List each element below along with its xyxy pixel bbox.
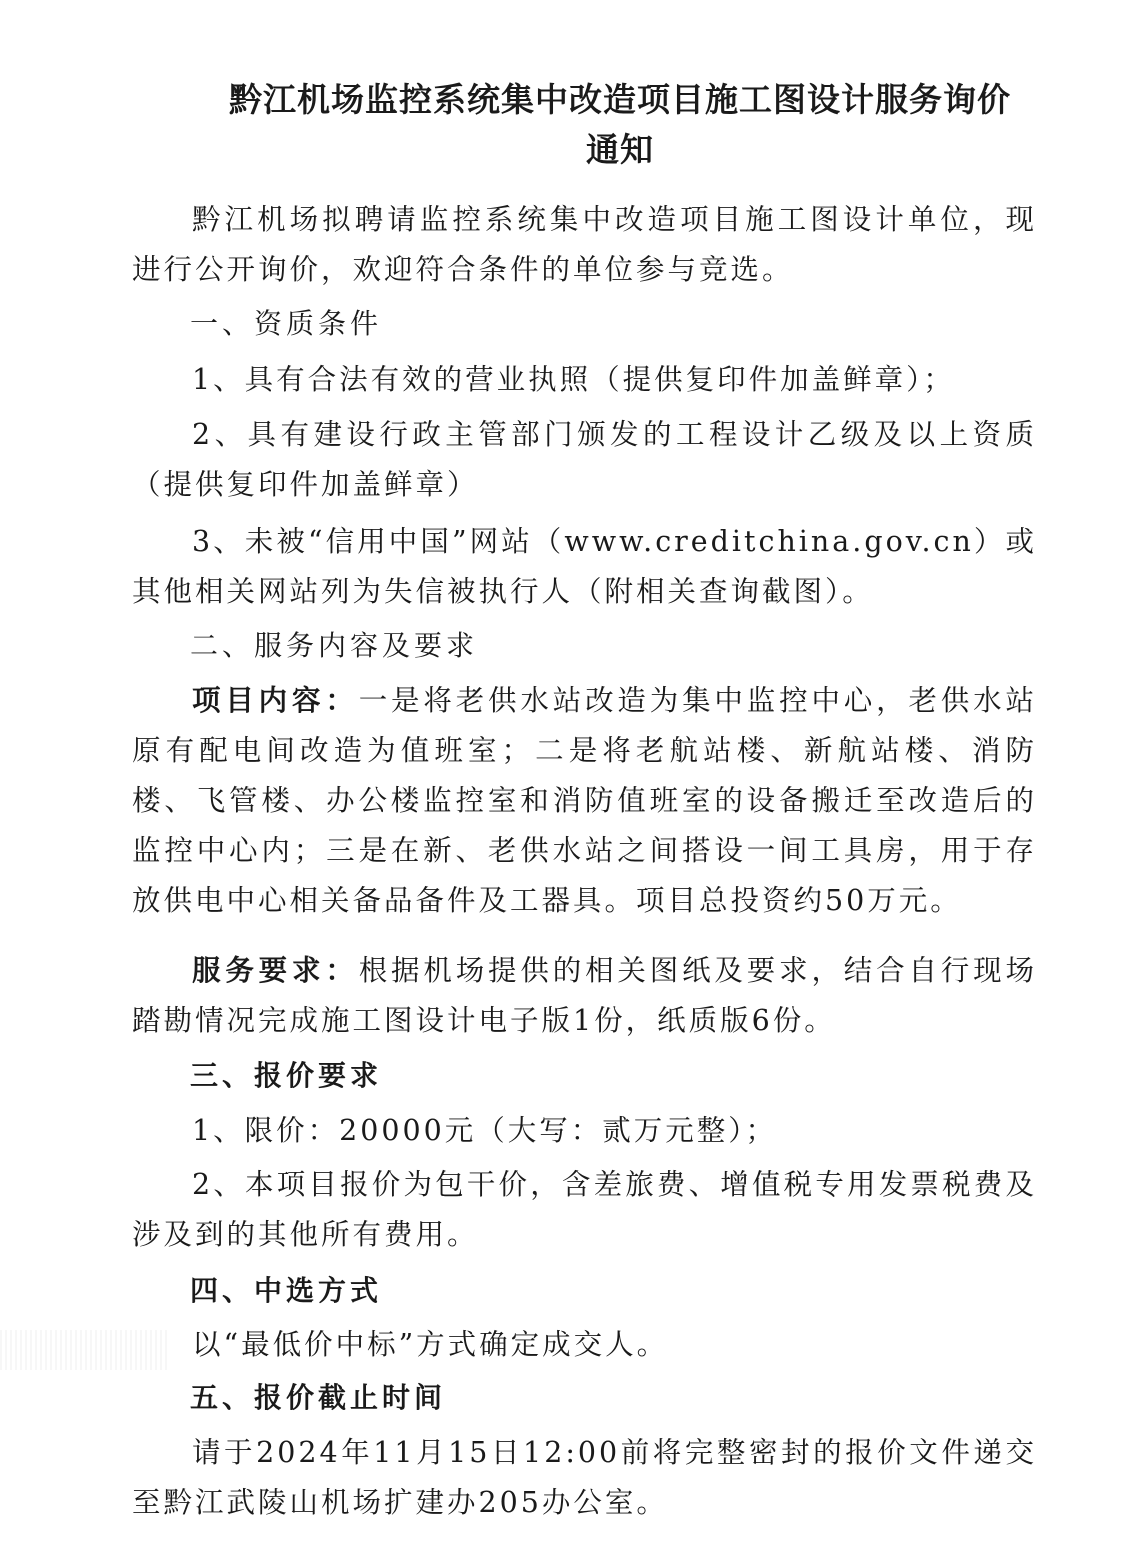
project-content-label: 项目内容： bbox=[192, 684, 359, 717]
document-title-continued: 通知 bbox=[586, 130, 654, 169]
qualification-item-3: 3、未被“信用中国”网站（www.creditchina.gov.cn）或其他相关网站列为失信被执行人（附相关查询截图）。 bbox=[132, 525, 1037, 608]
project-content-paragraph bbox=[132, 676, 1037, 926]
intro-paragraph: 黔江机场拟聘请监控系统集中改造项目施工图设计单位，现进行公开询价，欢迎符合条件的单位参与竞选。 bbox=[132, 203, 1037, 286]
service-requirement-text: 根据机场提供的相关图纸及要求，结合自行现场踏勘情况完成施工图设计电子版1份，纸质版6份。 bbox=[132, 954, 1037, 1037]
deadline-text: 请于2024年11月15日12:00前将完整密封的报价文件递交至黔江武陵山机场扩建办205办公室。 bbox=[132, 1436, 1037, 1519]
service-requirement-paragraph bbox=[132, 946, 1037, 1046]
section-heading-selection: 四、中选方式 bbox=[190, 1274, 383, 1307]
quotation-item-1: 1、限价：20000元（大写：贰万元整）； bbox=[192, 1114, 778, 1147]
section-heading-service: 二、服务内容及要求 bbox=[190, 629, 479, 662]
selection-method-text: 以“最低价中标”方式确定成交人。 bbox=[192, 1328, 669, 1361]
qualification-item-1: 1、具有合法有效的营业执照（提供复印件加盖鲜章）； bbox=[192, 363, 955, 396]
section-heading-quotation: 三、报价要求 bbox=[190, 1059, 383, 1092]
qualification-item-2: 2、具有建设行政主管部门颁发的工程设计乙级及以上资质（提供复印件加盖鲜章） bbox=[132, 418, 1037, 501]
section-heading-qualifications: 一、资质条件 bbox=[190, 307, 383, 340]
quotation-item-2: 2、本项目报价为包干价，含差旅费、增值税专用发票税费及涉及到的其他所有费用。 bbox=[132, 1168, 1037, 1251]
scan-artifact bbox=[0, 1330, 170, 1370]
service-requirement-label: 服务要求： bbox=[192, 954, 359, 987]
section-heading-deadline: 五、报价截止时间 bbox=[190, 1381, 447, 1414]
project-content-text: 一是将老供水站改造为集中监控中心，老供水站原有配电间改造为值班室；二是将老航站楼、新航站楼、消防楼、飞管楼、办公楼监控室和消防值班室的设备搬迁至改造后的监控中心内；三是在新、老供水站之间搭设一间工具房，用于存放供电中心相关备品备件及工器具。项目总投资约50万元。 bbox=[132, 684, 1037, 917]
document-title: 黔江机场监控系统集中改造项目施工图设计服务询价 bbox=[229, 80, 1011, 119]
